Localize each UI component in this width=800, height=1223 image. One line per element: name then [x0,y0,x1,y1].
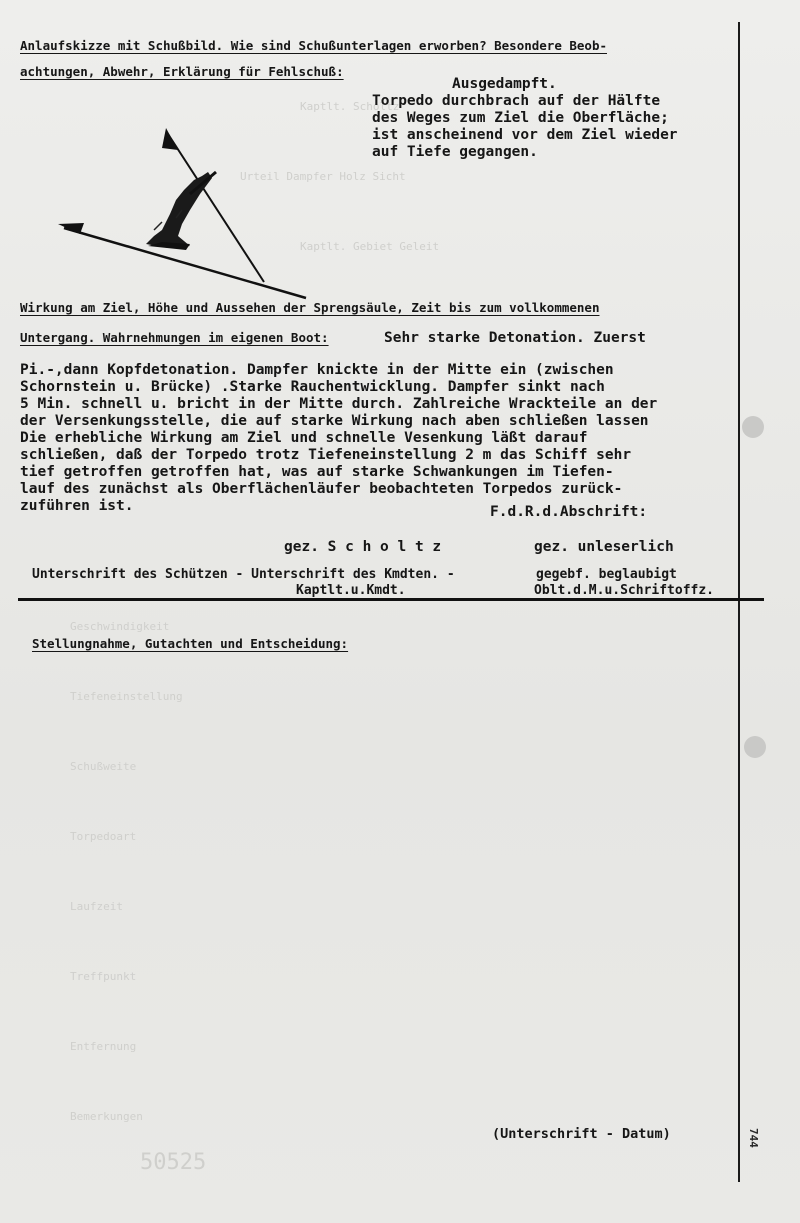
bleed-through-text: Torpedoart [70,830,137,843]
signed-name: gez. S c h o l t z [284,539,442,555]
signature-label-rank: Kaptlt.u.Kmdt. [296,583,406,598]
bleed-through-text: Kaptlt. Scholtz [300,100,400,113]
report-line: schließen, daß der Torpedo trotz Tiefeneinstellung 2 m das Schiff sehr [20,447,632,463]
footer-signature-label: (Unterschrift - Datum) [492,1126,671,1142]
report-line: zuführen ist. [20,498,134,514]
report-line: 5 Min. schnell u. bricht in der Mitte durch. Zahlreiche Wrackteile an der [20,396,658,412]
bleed-through-text: Kaptlt. Gebiet Geleit [300,240,440,253]
bleed-through-text: Entfernung [70,1040,137,1053]
observation-line: Ausgedampft. [452,76,557,92]
section3-heading: Stellungnahme, Gutachten und Entscheidung: [32,636,349,651]
torpedo-arrowhead [162,128,178,150]
bleed-through-text: Tiefeneinstellung [70,690,183,703]
margin-line [738,22,740,1182]
bleed-through-text: Laufzeit [70,900,123,913]
bleed-through-text: Urteil Dampfer Holz Sicht [240,170,406,183]
observation-line: des Weges zum Ziel die Oberfläche; [372,110,669,126]
punch-hole [742,416,764,438]
section1-heading-line2: achtungen, Abwehr, Erklärung für Fehlschuß: [20,64,344,79]
bleed-through-text: Treffpunkt [70,970,137,983]
target-track-line [64,228,306,298]
report-line: lauf des zunächst als Oberflächenläufer beobachteten Torpedos zurück- [20,481,623,497]
section1-heading-line1: Anlaufskizze mit Schußbild. Wie sind Schußunterlagen erworben? Besondere Beob- [20,38,607,53]
observation-line: ist anscheinend vor dem Ziel wieder [372,127,678,143]
report-line: Schornstein u. Brücke) .Starke Rauchentwicklung. Dampfer sinkt nach [20,379,605,395]
report-line: tief getroffen getroffen hat, was auf starke Schwankungen im Tiefen- [20,464,614,480]
report-line: der Versenkungsstelle, die auf starke Wirkung nach aben schließen lassen [20,413,649,429]
signature-label-shooter: Unterschrift des Schützen - Unterschrift des Kmdten. - [32,567,455,582]
report-first-line: Sehr starke Detonation. Zuerst [384,330,646,346]
punch-hole [744,736,766,758]
section2-heading-line2: Untergang. Wahrnehmungen im eigenen Boot: [20,330,329,345]
signed-other: gez. unleserlich [534,539,674,555]
section2-heading-line1: Wirkung am Ziel, Höhe und Aussehen der Sprengsäule, Zeit bis zum vollkommenen [20,300,600,315]
report-line: Die erhebliche Wirkung am Ziel und schnelle Vesenkung läßt darauf [20,430,588,446]
copy-note: F.d.R.d.Abschrift: [490,504,648,520]
bleed-through-text: 50525 [140,1150,207,1175]
side-mark: 744 [747,1128,760,1148]
attack-sketch [50,120,310,310]
signature-label-officer: Oblt.d.M.u.Schriftoffz. [534,583,715,598]
observation-line: auf Tiefe gegangen. [372,144,538,160]
bleed-through-text: Geschwindigkeit [70,620,170,633]
report-line: Pi.-,dann Kopfdetonation. Dampfer knickte in der Mitte ein (zwischen [20,362,614,378]
bleed-through-text: Schußweite [70,760,137,773]
bleed-through-text: Bemerkungen [70,1110,143,1123]
section-divider [18,598,764,601]
observation-line: Torpedo durchbrach auf der Hälfte [372,93,661,109]
track-arrowhead [58,223,84,234]
ship-mast [154,222,162,230]
signature-label-certified: gegebf. beglaubigt [536,567,677,582]
